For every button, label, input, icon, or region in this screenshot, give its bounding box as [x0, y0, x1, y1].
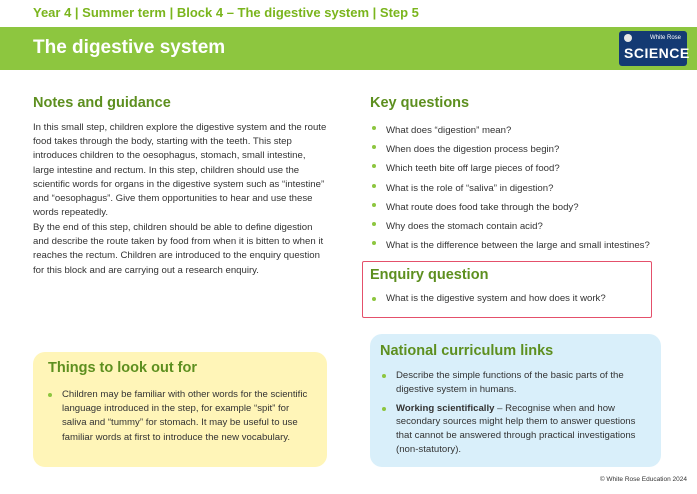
- notes-paragraph-2: By the end of this step, children should be able to define digestion and describe the route taken by food from when it is bitten to when it reaches the rectum. Children are introduced to the enquiry question for this block and are carrying out a research enquiry.: [33, 222, 324, 276]
- list-item: Working scientifically – Recognise when and how secondary sources might help them to answer questions that cannot be answered through practical investigations (non-statutory).: [380, 402, 650, 457]
- enquiry-list: [370, 292, 650, 306]
- white-rose-science-logo: [619, 31, 690, 66]
- enquiry-heading: Enquiry question: [370, 267, 489, 283]
- list-item: When does the digestion process begin?: [370, 140, 670, 159]
- title-banner: [0, 27, 697, 70]
- key-questions-heading: Key questions: [370, 95, 470, 111]
- bullet-icon: [372, 241, 376, 245]
- bullet-icon: [372, 164, 376, 168]
- notes-paragraph-1: In this small step, children explore the digestive system and the route food takes through the body, starting with the teeth. This step introduces children to the oesophagus, stomach, small intestine, large intestine and rectum. In this step, children should use the scientific words for organs in the digestive system such as “intestine” and “oesophagus”. Give them opportunities to hear and use these words repeatedly.: [33, 122, 327, 219]
- list-item: Describe the simple functions of the basic parts of the digestive system in humans.: [380, 369, 650, 397]
- logo-big-text: SCIENCE: [624, 45, 690, 61]
- bullet-icon: [372, 297, 376, 301]
- bullet-icon: [372, 126, 376, 130]
- bullet-icon: [382, 374, 386, 378]
- list-item: Why does the stomach contain acid?: [370, 217, 670, 236]
- look-out-heading: Things to look out for: [48, 360, 198, 376]
- list-item: What is the digestive system and how does it work?: [370, 292, 650, 306]
- bullet-icon: [382, 407, 386, 411]
- list-item: What does “digestion” mean?: [370, 121, 670, 140]
- notes-heading: Notes and guidance: [33, 95, 171, 111]
- list-item: What is the difference between the large and small intestines?: [370, 236, 670, 255]
- page-title: The digestive system: [33, 37, 226, 58]
- list-item: Children may be familiar with other words for the scientific language introduced in the step, for example “spit” for saliva and “tummy” for stomach. It may be useful to use familiar words at first to introduce the new vocabulary.: [46, 388, 314, 445]
- list-item: What is the role of “saliva” in digestion?: [370, 179, 670, 198]
- list-item: Which teeth bite off large pieces of food?: [370, 159, 670, 178]
- copyright-footer: © White Rose Education 2024: [599, 476, 687, 483]
- curriculum-list: [380, 369, 650, 457]
- bullet-icon: [372, 184, 376, 188]
- look-out-list: [46, 388, 314, 445]
- bullet-icon: [48, 393, 52, 397]
- bullet-icon: [372, 203, 376, 207]
- top-bar: [0, 0, 697, 27]
- key-questions-list: [370, 121, 670, 255]
- bullet-icon: [372, 222, 376, 226]
- list-item: What route does food take through the body?: [370, 198, 670, 217]
- breadcrumb: Year 4 | Summer term | Block 4 – The digestive system | Step 5: [33, 5, 419, 20]
- bullet-icon: [372, 145, 376, 149]
- logo-small-text: White Rose: [649, 35, 681, 41]
- curriculum-heading: National curriculum links: [380, 343, 554, 359]
- rose-icon: [624, 34, 632, 42]
- working-scientifically-label: Working scientifically: [396, 402, 495, 414]
